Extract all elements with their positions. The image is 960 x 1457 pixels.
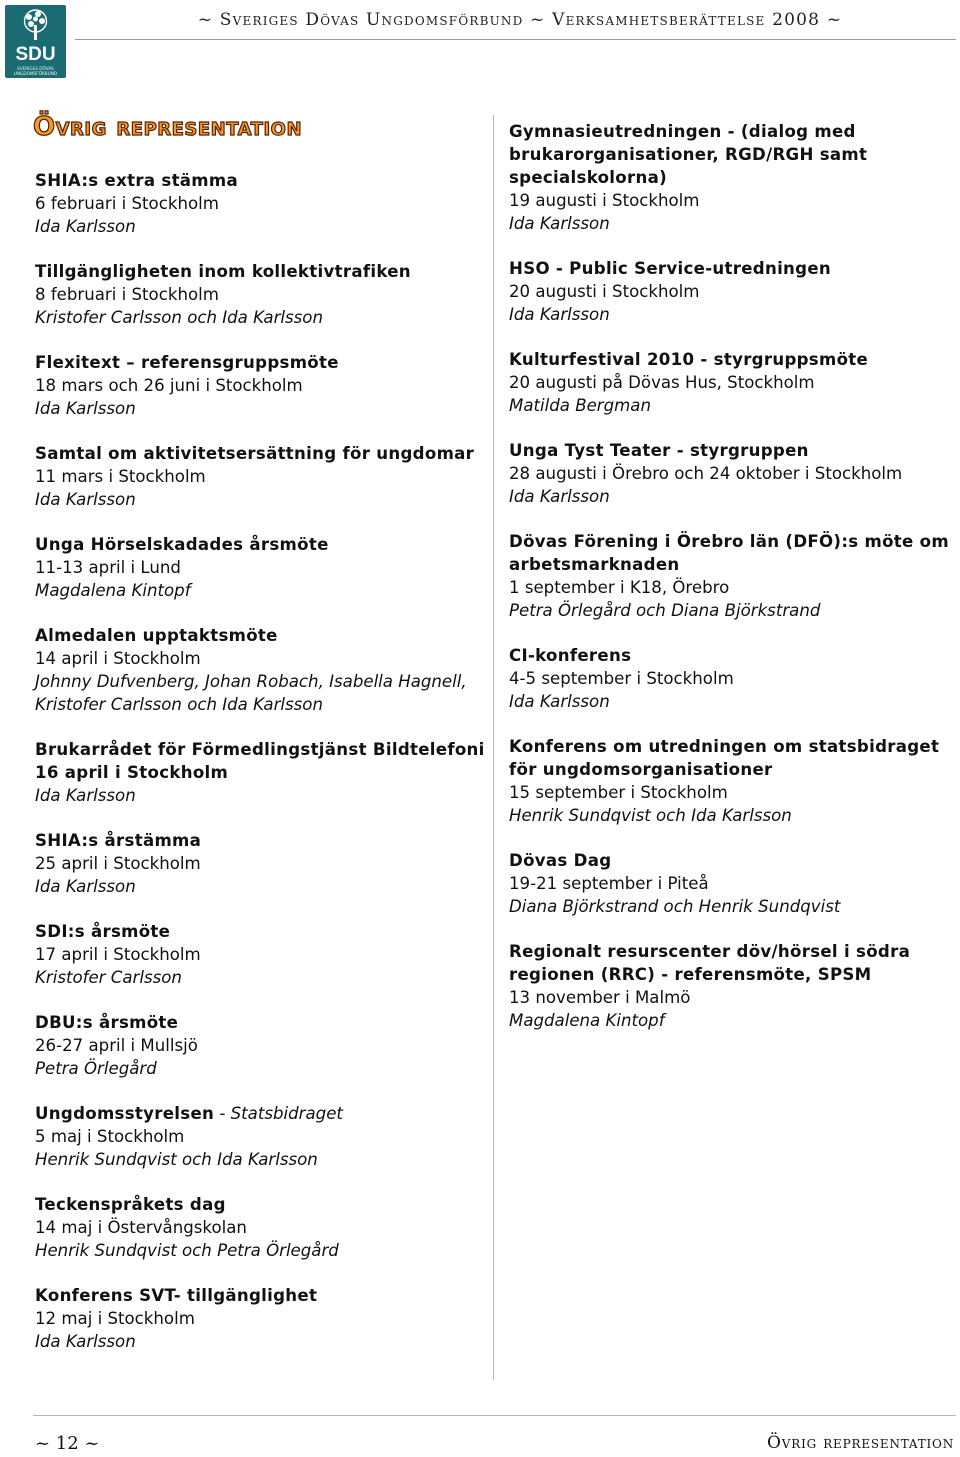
entry-date: 13 november i Malmö <box>509 988 691 1007</box>
entry-people: Ida Karlsson <box>509 487 610 506</box>
entry-title: Flexitext – referensgruppsmöte <box>35 353 339 372</box>
entry-people: Ida Karlsson <box>35 490 136 509</box>
entry <box>35 1102 485 1171</box>
entry-date: 5 maj i Stockholm <box>35 1127 185 1146</box>
entry-date: 14 april i Stockholm <box>35 649 201 668</box>
entry <box>509 257 955 326</box>
entry <box>35 442 485 511</box>
entry <box>35 1284 485 1353</box>
entry <box>35 1011 485 1080</box>
entry-date: 14 maj i Östervångskolan <box>35 1218 247 1237</box>
running-header-title: ~ Sveriges Dövas Ungdomsförbund ~ Verksamhetsberättelse 2008 ~ <box>197 10 843 30</box>
entry-date: 18 mars och 26 juni i Stockholm <box>35 376 303 395</box>
entry <box>35 1193 485 1262</box>
entry-people: Henrik Sundqvist och Ida Karlsson <box>35 1150 318 1169</box>
entry-people: Ida Karlsson <box>35 786 136 805</box>
entry-people: Magdalena Kintopf <box>509 1011 665 1030</box>
entry-people: Petra Örlegård <box>35 1059 157 1078</box>
entry-people: Ida Karlsson <box>35 1332 136 1351</box>
entry-people: Johnny Dufvenberg, Johan Robach, Isabella Hagnell, Kristofer Carlsson och Ida Karlsson <box>35 672 467 714</box>
right-column <box>509 120 955 1054</box>
logo-subtitle-line-2: UNGDOMSFÖRBUND <box>13 71 58 76</box>
entry <box>35 260 485 329</box>
entry-title: SDI:s årsmöte <box>35 922 171 941</box>
entry <box>509 439 955 508</box>
entry-date: 19 augusti i Stockholm <box>509 191 700 210</box>
entry-date: 26-27 april i Mullsjö <box>35 1036 198 1055</box>
entry-title: Konferens SVT- tillgänglighet <box>35 1286 318 1305</box>
entry-title: SHIA:s extra stämma <box>35 171 238 190</box>
entry-date: 11 mars i Stockholm <box>35 467 206 486</box>
entry-title: Unga Tyst Teater - styrgruppen <box>509 441 809 460</box>
entry <box>35 920 485 989</box>
entry-title: CI-konferens <box>509 646 632 665</box>
entry <box>35 351 485 420</box>
entry-date: 28 augusti i Örebro och 24 oktober i Stockholm <box>509 464 903 483</box>
page-number: ~ 12 ~ <box>35 1433 100 1454</box>
entry-title: Regionalt resurscenter döv/hörsel i södra regionen (RRC) - referensmöte, SPSM <box>509 942 911 984</box>
footer-divider <box>33 1415 956 1416</box>
entry-date: 20 augusti i Stockholm <box>509 282 700 301</box>
entry <box>509 348 955 417</box>
entry-people: Magdalena Kintopf <box>35 581 191 600</box>
entry-people: Ida Karlsson <box>35 877 136 896</box>
entry-people: Henrik Sundqvist och Ida Karlsson <box>509 806 792 825</box>
logo-abbreviation: SDU <box>15 44 56 65</box>
entry-title-line <box>35 1102 485 1125</box>
entry-title: Dövas Dag <box>509 851 612 870</box>
sdu-logo <box>5 5 66 78</box>
entry-people: Matilda Bergman <box>509 396 651 415</box>
entry <box>35 829 485 898</box>
entry-people: Henrik Sundqvist och Petra Örlegård <box>35 1241 339 1260</box>
header-divider <box>75 39 956 40</box>
entry-title: Konferens om utredningen om statsbidraget för ungdomsorganisationer <box>509 737 940 779</box>
entry-date: 11-13 april i Lund <box>35 558 181 577</box>
entry-title: DBU:s årsmöte <box>35 1013 179 1032</box>
entry-title: SHIA:s årstämma <box>35 831 202 850</box>
entry-title: Teckenspråkets dag <box>35 1195 226 1214</box>
entry-people: Kristofer Carlsson och Ida Karlsson <box>35 308 323 327</box>
entry-people: Diana Björkstrand och Henrik Sundqvist <box>509 897 841 916</box>
entry <box>509 940 955 1032</box>
entry-title: Samtal om aktivitetsersättning för ungdomar <box>35 444 475 463</box>
entry-people: Ida Karlsson <box>35 399 136 418</box>
entry-title: Ungdomsstyrelsen <box>35 1104 215 1123</box>
entry-date: 6 februari i Stockholm <box>35 194 219 213</box>
entry <box>509 644 955 713</box>
entry-title-suffix: - Statsbidraget <box>214 1104 343 1123</box>
entry <box>509 849 955 918</box>
footer-section-name: Övrig representation <box>767 1433 954 1453</box>
section-title: Övrig representation <box>33 112 303 142</box>
entry-title: Unga Hörselskadades årsmöte <box>35 535 329 554</box>
entry-date: 4-5 september i Stockholm <box>509 669 734 688</box>
entry <box>35 533 485 602</box>
entry <box>509 530 955 622</box>
entry-date: 17 april i Stockholm <box>35 945 201 964</box>
entry-people: Ida Karlsson <box>509 214 610 233</box>
entry-title: Brukarrådet för Förmedlingstjänst Bildtelefoni 16 april i Stockholm <box>35 740 485 782</box>
entry-title: Gymnasieutredningen - (dialog med brukarorganisationer, RGD/RGH samt specialskolorna) <box>509 122 868 187</box>
entry-date: 19-21 september i Piteå <box>509 874 709 893</box>
entry-title: Tillgängligheten inom kollektivtrafiken <box>35 262 411 281</box>
entry-date: 8 februari i Stockholm <box>35 285 219 304</box>
column-divider <box>493 115 494 1380</box>
entry-date: 20 augusti på Dövas Hus, Stockholm <box>509 373 815 392</box>
entry-title: Kulturfestival 2010 - styrgruppsmöte <box>509 350 869 369</box>
entry <box>509 735 955 827</box>
entry-date: 1 september i K18, Örebro <box>509 578 730 597</box>
entry-date: 15 september i Stockholm <box>509 783 728 802</box>
entry-date: 12 maj i Stockholm <box>35 1309 195 1328</box>
logo-subtitle-line-1: SVERIGES DÖVAS <box>17 66 54 71</box>
entry-people: Ida Karlsson <box>35 217 136 236</box>
entry-people: Ida Karlsson <box>509 305 610 324</box>
entry <box>509 120 955 235</box>
left-column <box>35 169 485 1375</box>
entry-title: Almedalen upptaktsmöte <box>35 626 278 645</box>
entry <box>35 738 485 807</box>
entry-people: Petra Örlegård och Diana Björkstrand <box>509 601 821 620</box>
entry-date: 25 april i Stockholm <box>35 854 201 873</box>
entry-title: Dövas Förening i Örebro län (DFÖ):s möte om arbetsmarknaden <box>509 532 949 574</box>
entry-people: Ida Karlsson <box>509 692 610 711</box>
entry-people: Kristofer Carlsson <box>35 968 182 987</box>
entry <box>35 624 485 716</box>
entry-title: HSO - Public Service-utredningen <box>509 259 832 278</box>
entry <box>35 169 485 238</box>
